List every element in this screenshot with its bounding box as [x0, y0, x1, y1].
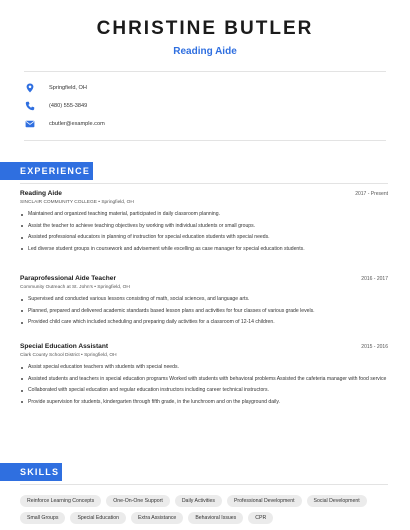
job-title: Special Education Assistant	[20, 343, 109, 350]
list-item: Assisted professional educators in planning of instruction for special education students with special needs.	[20, 234, 388, 241]
contact-phone-text: (480) 555-3849	[49, 103, 88, 109]
job-dates: 2016 - 2017	[361, 276, 388, 282]
skill-tag: CPR	[248, 512, 273, 524]
job-org: Community Outreach at St. John's	[20, 285, 93, 290]
skill-tag: Daily Activities	[175, 495, 222, 507]
job-bullets	[20, 211, 388, 253]
job-entry	[20, 343, 388, 410]
skills-heading: SKILLS	[0, 463, 62, 481]
job-org-line: Community Outreach at St. John's • Springfield, OH	[20, 285, 130, 290]
job-entry	[20, 190, 388, 257]
list-item: Planned, prepared and delivered academic standards based lesson plans and activities for four classes of various grade levels.	[20, 308, 388, 315]
list-item: Maintained and organized teaching material, participated in daily classroom planning.	[20, 211, 388, 218]
list-item: Assist special education teachers with students with special needs.	[20, 364, 388, 371]
contact-email-text: cbutler@example.com	[49, 121, 105, 127]
candidate-name: CHRISTINE BUTLER	[96, 18, 314, 39]
contact-block	[24, 71, 386, 141]
list-item: Led diverse student groups in coursework and advisement while excelling as case manager for special education students.	[20, 246, 388, 253]
job-bullets	[20, 296, 388, 326]
job-dates: 2015 - 2016	[361, 344, 388, 350]
resume-header	[0, 0, 410, 57]
contact-phone	[24, 97, 386, 115]
list-item: Supervised and conducted various lessons consisting of math, social sciences, and language arts.	[20, 296, 388, 303]
skill-tag: Professional Development	[227, 495, 302, 507]
job-dates: 2017 - Present	[355, 191, 388, 197]
experience-divider	[20, 183, 388, 184]
experience-heading: EXPERIENCE	[0, 162, 93, 180]
job-org-line: Clark County School District • Springfield, OH	[20, 353, 117, 358]
list-item: Collaborated with special education and regular education instructors including career technical instructors.	[20, 387, 388, 394]
job-title: Reading Aide	[20, 190, 62, 197]
contact-location-text: Springfield, OH	[49, 85, 87, 91]
contact-location	[24, 79, 386, 97]
skills-divider	[20, 484, 388, 485]
location-pin-icon	[24, 82, 36, 94]
job-title: Paraprofessional Aide Teacher	[20, 275, 117, 282]
skill-tag: Social Development	[307, 495, 367, 507]
envelope-icon	[24, 118, 36, 130]
skills-list	[20, 495, 392, 524]
job-location: Springfield, OH	[97, 285, 130, 290]
skill-tag: Extra Assistance	[131, 512, 183, 524]
job-bullets	[20, 364, 388, 406]
skill-tag: Special Education	[70, 512, 126, 524]
candidate-role: Reading Aide	[173, 46, 237, 57]
skill-tag: Behavioral Issues	[188, 512, 243, 524]
list-item: Assisted students and teachers in special education programs Worked with students with behavioral problems Assisted the cafeteria manager with food service	[20, 376, 388, 383]
list-item: Provide supervision for students, kindergarten through fifth grade, in the lunchroom and on the playground daily.	[20, 399, 388, 406]
skill-tag: Reinforce Learning Concepts	[20, 495, 101, 507]
phone-icon	[24, 100, 36, 112]
job-org: SINCLAIR COMMUNITY COLLEGE	[20, 200, 97, 205]
list-item: Assist the teacher to achieve teaching objectives by working with individual students or small groups.	[20, 223, 388, 230]
skill-tag: Small Groups	[20, 512, 65, 524]
job-org: Clark County School District	[20, 353, 80, 358]
job-entry	[20, 275, 388, 331]
job-location: Springfield, OH	[101, 200, 134, 205]
list-item: Provided child care which included scheduling and preparing daily activities for a classroom of 12-14 children.	[20, 319, 388, 326]
job-location: Springfield, OH	[84, 353, 117, 358]
contact-email	[24, 115, 386, 133]
skill-tag: One-On-One Support	[106, 495, 170, 507]
job-org-line: SINCLAIR COMMUNITY COLLEGE • Springfield, OH	[20, 200, 134, 205]
